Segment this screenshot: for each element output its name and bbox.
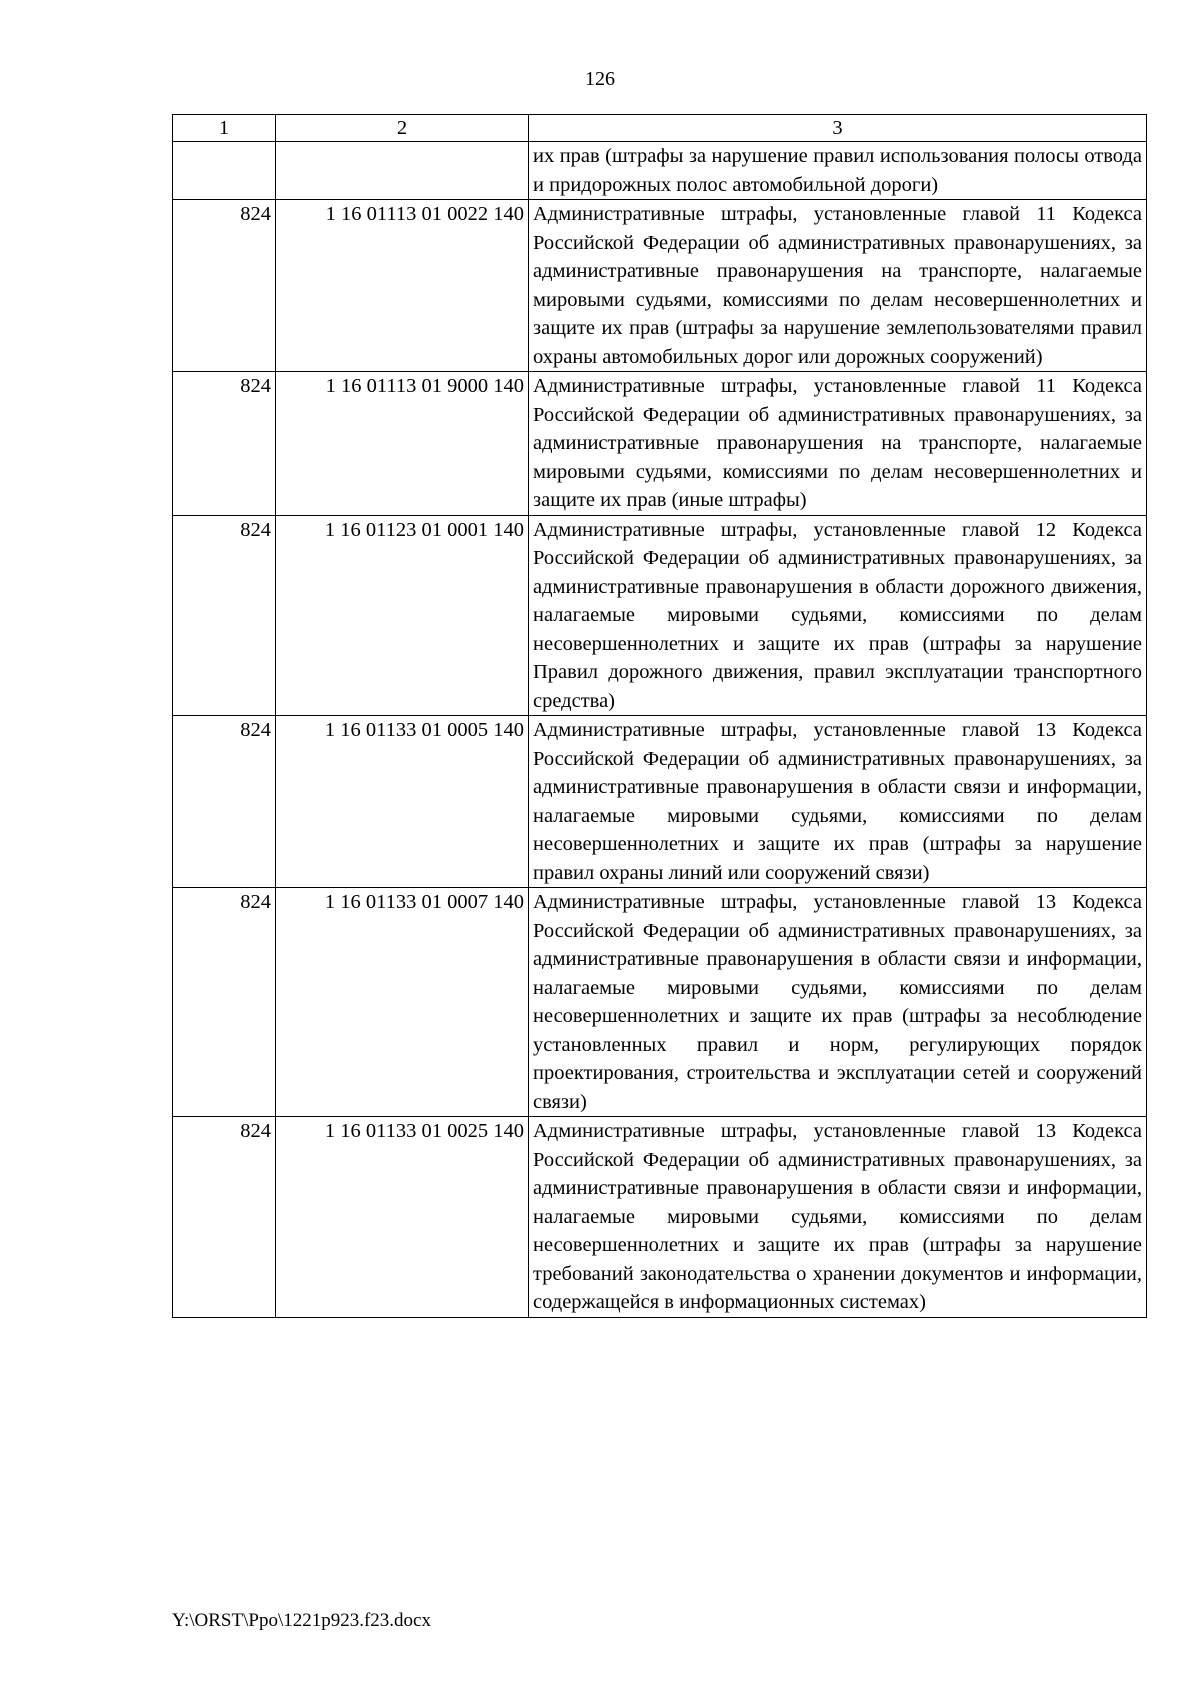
- budget-code-cell: 1 16 01123 01 0001 140: [276, 515, 529, 716]
- admin-code-cell: 824: [173, 372, 276, 516]
- admin-code-cell: 824: [173, 716, 276, 888]
- column-header-1: 1: [173, 115, 276, 142]
- description-cell: Административные штрафы, установленные главой 13 Кодекса Российской Федерации об административных правонарушениях, за административные правонарушения в области связи и информации, налагаемые мировыми судьями, комиссиями по делам несовершеннолетних и защите их прав (штрафы за нарушение правил охраны линий или сооружений связи): [529, 716, 1147, 888]
- budget-code-cell: 1 16 01133 01 0005 140: [276, 716, 529, 888]
- table-header-row: [173, 115, 1147, 142]
- table-row: [173, 200, 1147, 372]
- admin-code-cell: 824: [173, 515, 276, 716]
- description-cell: их прав (штрафы за нарушение правил использования полосы отвода и придорожных полос автомобильной дороги): [529, 142, 1147, 200]
- description-cell: Административные штрафы, установленные главой 13 Кодекса Российской Федерации об административных правонарушениях, за административные правонарушения в области связи и информации, налагаемые мировыми судьями, комиссиями по делам несовершеннолетних и защите их прав (штрафы за нарушение требований законодательства о хранении документов и информации, содержащейся в информационных системах): [529, 1117, 1147, 1318]
- table-row: [173, 716, 1147, 888]
- budget-codes-table: [172, 114, 1147, 1318]
- table-row: [173, 372, 1147, 516]
- column-header-3: 3: [529, 115, 1147, 142]
- budget-code-cell: 1 16 01133 01 0025 140: [276, 1117, 529, 1318]
- description-cell: Административные штрафы, установленные главой 13 Кодекса Российской Федерации об административных правонарушениях, за административные правонарушения в области связи и информации, налагаемые мировыми судьями, комиссиями по делам несовершеннолетних и защите их прав (штрафы за несоблюдение установленных правил и норм, регулирующих порядок проектирования, строительства и эксплуатации сетей и сооружений связи): [529, 888, 1147, 1117]
- table-row: [173, 1117, 1147, 1318]
- budget-code-cell: 1 16 01113 01 0022 140: [276, 200, 529, 372]
- admin-code-cell: 824: [173, 888, 276, 1117]
- admin-code-cell: 824: [173, 1117, 276, 1318]
- column-header-2: 2: [276, 115, 529, 142]
- budget-code-cell: [276, 142, 529, 200]
- budget-code-cell: 1 16 01133 01 0007 140: [276, 888, 529, 1117]
- table-row: [173, 515, 1147, 716]
- description-cell: Административные штрафы, установленные главой 12 Кодекса Российской Федерации об административных правонарушениях, за административные правонарушения в области дорожного движения, налагаемые мировыми судьями, комиссиями по делам несовершеннолетних и защите их прав (штрафы за нарушение Правил дорожного движения, правил эксплуатации транспортного средства): [529, 515, 1147, 716]
- document-file-path: Y:\ORST\Ppo\1221p923.f23.docx: [172, 1610, 431, 1631]
- admin-code-cell: [173, 142, 276, 200]
- description-cell: Административные штрафы, установленные главой 11 Кодекса Российской Федерации об административных правонарушениях, за административные правонарушения на транспорте, налагаемые мировыми судьями, комиссиями по делам несовершеннолетних и защите их прав (иные штрафы): [529, 372, 1147, 516]
- table-row: [173, 142, 1147, 200]
- admin-code-cell: 824: [173, 200, 276, 372]
- budget-code-cell: 1 16 01113 01 9000 140: [276, 372, 529, 516]
- description-cell: Административные штрафы, установленные главой 11 Кодекса Российской Федерации об административных правонарушениях, за административные правонарушения на транспорте, налагаемые мировыми судьями, комиссиями по делам несовершеннолетних и защите их прав (штрафы за нарушение землепользователями правил охраны автомобильных дорог или дорожных сооружений): [529, 200, 1147, 372]
- table-row: [173, 888, 1147, 1117]
- page-number: 126: [585, 68, 615, 90]
